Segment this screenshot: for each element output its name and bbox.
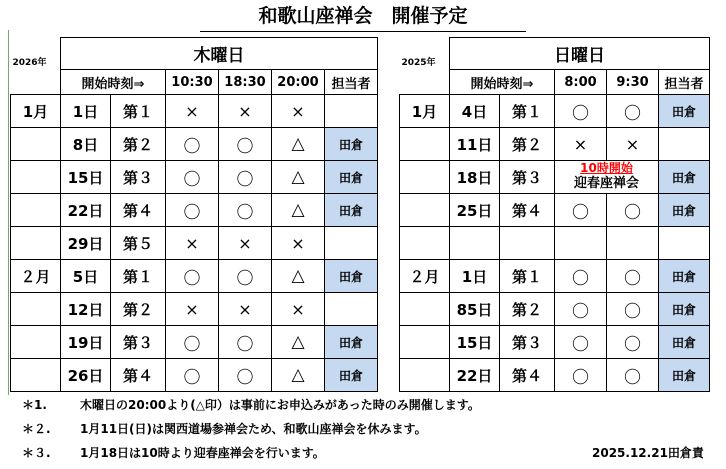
footnote-number: ＊1. xyxy=(22,398,47,412)
footnote-text: 1月18日は10時より迎春座禅会を行います。 xyxy=(80,446,325,460)
availability-mark: △ xyxy=(272,359,325,392)
table-row xyxy=(400,128,710,161)
manager-cell: 田倉 xyxy=(325,359,378,392)
availability-mark: △ xyxy=(272,128,325,161)
availability-mark: 〇 xyxy=(555,194,607,227)
time-header: 10:30 xyxy=(166,70,219,95)
availability-mark: 〇 xyxy=(166,359,219,392)
availability-mark: 〇 xyxy=(166,161,219,194)
date-cell: 25日 xyxy=(450,194,500,227)
manager-cell: 田倉 xyxy=(325,194,378,227)
week-cell: 第５ xyxy=(111,227,166,260)
special-start-time: 10時開始 xyxy=(580,161,633,175)
table-row xyxy=(11,293,378,326)
manager-cell: 田倉 xyxy=(659,194,710,227)
availability-mark: 〇 xyxy=(555,326,607,359)
time-header: 9:30 xyxy=(607,70,659,95)
date-cell: 1日 xyxy=(450,260,500,293)
month-cell xyxy=(400,194,450,227)
week-cell: 第３ xyxy=(111,161,166,194)
special-event-name: 迎春座禅会 xyxy=(573,176,639,191)
sunday-schedule-table xyxy=(399,37,710,392)
availability-mark: △ xyxy=(272,260,325,293)
availability-mark: 〇 xyxy=(166,326,219,359)
availability-mark: △ xyxy=(272,326,325,359)
date-cell: 12日 xyxy=(61,293,111,326)
availability-mark: × xyxy=(166,293,219,326)
month-cell xyxy=(400,359,450,392)
availability-mark: △ xyxy=(272,194,325,227)
availability-mark: 〇 xyxy=(555,359,607,392)
month-cell: 1月 xyxy=(11,95,61,128)
thursday-schedule-table xyxy=(10,37,378,392)
availability-mark: × xyxy=(166,227,219,260)
week-cell: 第１ xyxy=(500,95,555,128)
table-row xyxy=(11,95,378,128)
footnote-text: 1月11日(日)は関西道場参禅会ため、和歌山座禅会を休みます。 xyxy=(80,422,427,436)
week-cell: 第４ xyxy=(111,194,166,227)
start-time-label: 開始時刻⇒ xyxy=(450,70,555,95)
availability-mark: 〇 xyxy=(607,95,659,128)
week-cell: 第１ xyxy=(111,260,166,293)
footnote-1 xyxy=(22,396,662,414)
time-header: 18:30 xyxy=(219,70,272,95)
week-cell: 第３ xyxy=(500,161,555,194)
manager-cell: 田倉 xyxy=(325,260,378,293)
availability-mark: 〇 xyxy=(166,194,219,227)
availability-mark: × xyxy=(219,293,272,326)
date-cell: 85日 xyxy=(450,293,500,326)
year-label: 2025年 xyxy=(401,57,436,68)
month-cell xyxy=(11,326,61,359)
table-row xyxy=(400,161,710,194)
table-row xyxy=(11,194,378,227)
signature: 2025.12.21田倉責 xyxy=(592,446,704,460)
footnote-3 xyxy=(22,444,582,462)
date-cell: 5日 xyxy=(61,260,111,293)
week-cell xyxy=(500,227,555,260)
manager-cell xyxy=(659,227,710,260)
table-row xyxy=(11,326,378,359)
month-cell xyxy=(400,128,450,161)
availability-mark xyxy=(555,227,607,260)
start-time-label: 開始時刻⇒ xyxy=(61,70,166,95)
date-cell: 19日 xyxy=(61,326,111,359)
availability-mark: × xyxy=(166,95,219,128)
table-row xyxy=(11,128,378,161)
table-row xyxy=(400,227,710,260)
special-event-cell xyxy=(555,161,659,194)
table-row xyxy=(400,293,710,326)
week-cell: 第４ xyxy=(111,359,166,392)
table-row xyxy=(11,359,378,392)
date-cell: 1日 xyxy=(61,95,111,128)
manager-cell: 田倉 xyxy=(659,326,710,359)
manager-cell: 田倉 xyxy=(659,293,710,326)
week-cell: 第１ xyxy=(500,260,555,293)
week-cell: 第３ xyxy=(111,326,166,359)
availability-mark: × xyxy=(555,128,607,161)
availability-mark: 〇 xyxy=(607,194,659,227)
date-cell: 8日 xyxy=(61,128,111,161)
manager-header: 担当者 xyxy=(325,70,378,95)
availability-mark: × xyxy=(272,95,325,128)
month-cell xyxy=(11,227,61,260)
manager-cell: 田倉 xyxy=(659,260,710,293)
manager-cell: 田倉 xyxy=(659,95,710,128)
month-cell xyxy=(11,359,61,392)
month-cell xyxy=(11,194,61,227)
table-row xyxy=(400,326,710,359)
availability-mark: 〇 xyxy=(219,128,272,161)
sheet-edge-line xyxy=(8,30,9,395)
availability-mark xyxy=(607,227,659,260)
week-cell: 第２ xyxy=(111,128,166,161)
footnote-2 xyxy=(22,420,662,438)
week-cell: 第２ xyxy=(500,293,555,326)
manager-cell xyxy=(325,227,378,260)
availability-mark: 〇 xyxy=(219,161,272,194)
month-cell xyxy=(400,293,450,326)
week-cell: 第２ xyxy=(111,293,166,326)
time-header: 8:00 xyxy=(555,70,607,95)
week-cell: 第３ xyxy=(500,326,555,359)
availability-mark: 〇 xyxy=(607,260,659,293)
availability-mark: △ xyxy=(272,161,325,194)
availability-mark: 〇 xyxy=(607,326,659,359)
table-row xyxy=(11,260,378,293)
month-cell xyxy=(400,161,450,194)
availability-mark: 〇 xyxy=(555,293,607,326)
availability-mark: 〇 xyxy=(219,194,272,227)
manager-cell xyxy=(659,128,710,161)
availability-mark: 〇 xyxy=(166,128,219,161)
availability-mark: × xyxy=(219,227,272,260)
date-cell: 29日 xyxy=(61,227,111,260)
availability-mark: × xyxy=(272,227,325,260)
month-cell: 1月 xyxy=(400,95,450,128)
availability-mark: × xyxy=(272,293,325,326)
date-cell: 15日 xyxy=(61,161,111,194)
time-header: 20:00 xyxy=(272,70,325,95)
month-cell xyxy=(11,293,61,326)
manager-header: 担当者 xyxy=(659,70,710,95)
manager-cell: 田倉 xyxy=(325,128,378,161)
week-cell: 第２ xyxy=(500,128,555,161)
date-cell: 22日 xyxy=(61,194,111,227)
month-cell: ２月 xyxy=(400,260,450,293)
date-cell: 4日 xyxy=(450,95,500,128)
month-cell xyxy=(400,227,450,260)
footnote-text: 木曜日の20:00より(△印）は事前にお申込みがあった時のみ開催します。 xyxy=(80,398,480,412)
month-cell xyxy=(11,128,61,161)
availability-mark: 〇 xyxy=(166,260,219,293)
manager-cell: 田倉 xyxy=(659,161,710,194)
table-row xyxy=(400,260,710,293)
week-cell: 第４ xyxy=(500,359,555,392)
title-underline xyxy=(200,31,526,32)
month-cell xyxy=(11,161,61,194)
table-row xyxy=(400,95,710,128)
date-cell: 22日 xyxy=(450,359,500,392)
manager-cell: 田倉 xyxy=(325,326,378,359)
manager-cell xyxy=(325,95,378,128)
availability-mark: × xyxy=(607,128,659,161)
availability-mark: 〇 xyxy=(219,359,272,392)
page-title: 和歌山座禅会 開催予定 xyxy=(258,5,468,27)
week-cell: 第１ xyxy=(111,95,166,128)
availability-mark: 〇 xyxy=(219,326,272,359)
date-cell: 11日 xyxy=(450,128,500,161)
month-cell xyxy=(400,326,450,359)
manager-cell: 田倉 xyxy=(659,359,710,392)
table-row xyxy=(400,359,710,392)
date-cell xyxy=(450,227,500,260)
availability-mark: × xyxy=(219,95,272,128)
date-cell: 26日 xyxy=(61,359,111,392)
month-cell: ２月 xyxy=(11,260,61,293)
day-heading: 木曜日 xyxy=(61,38,378,70)
date-cell: 18日 xyxy=(450,161,500,194)
availability-mark: 〇 xyxy=(219,260,272,293)
table-row xyxy=(11,161,378,194)
day-heading: 日曜日 xyxy=(450,38,710,70)
manager-cell: 田倉 xyxy=(325,161,378,194)
availability-mark: 〇 xyxy=(555,260,607,293)
manager-cell xyxy=(325,293,378,326)
availability-mark: 〇 xyxy=(555,95,607,128)
footnote-number: ＊２. xyxy=(22,422,51,436)
year-label: 2026年 xyxy=(12,57,47,68)
table-row xyxy=(11,227,378,260)
date-cell: 15日 xyxy=(450,326,500,359)
footnote-number: ＊３. xyxy=(22,446,51,460)
table-row xyxy=(400,194,710,227)
availability-mark: 〇 xyxy=(607,359,659,392)
availability-mark: 〇 xyxy=(607,293,659,326)
week-cell: 第４ xyxy=(500,194,555,227)
